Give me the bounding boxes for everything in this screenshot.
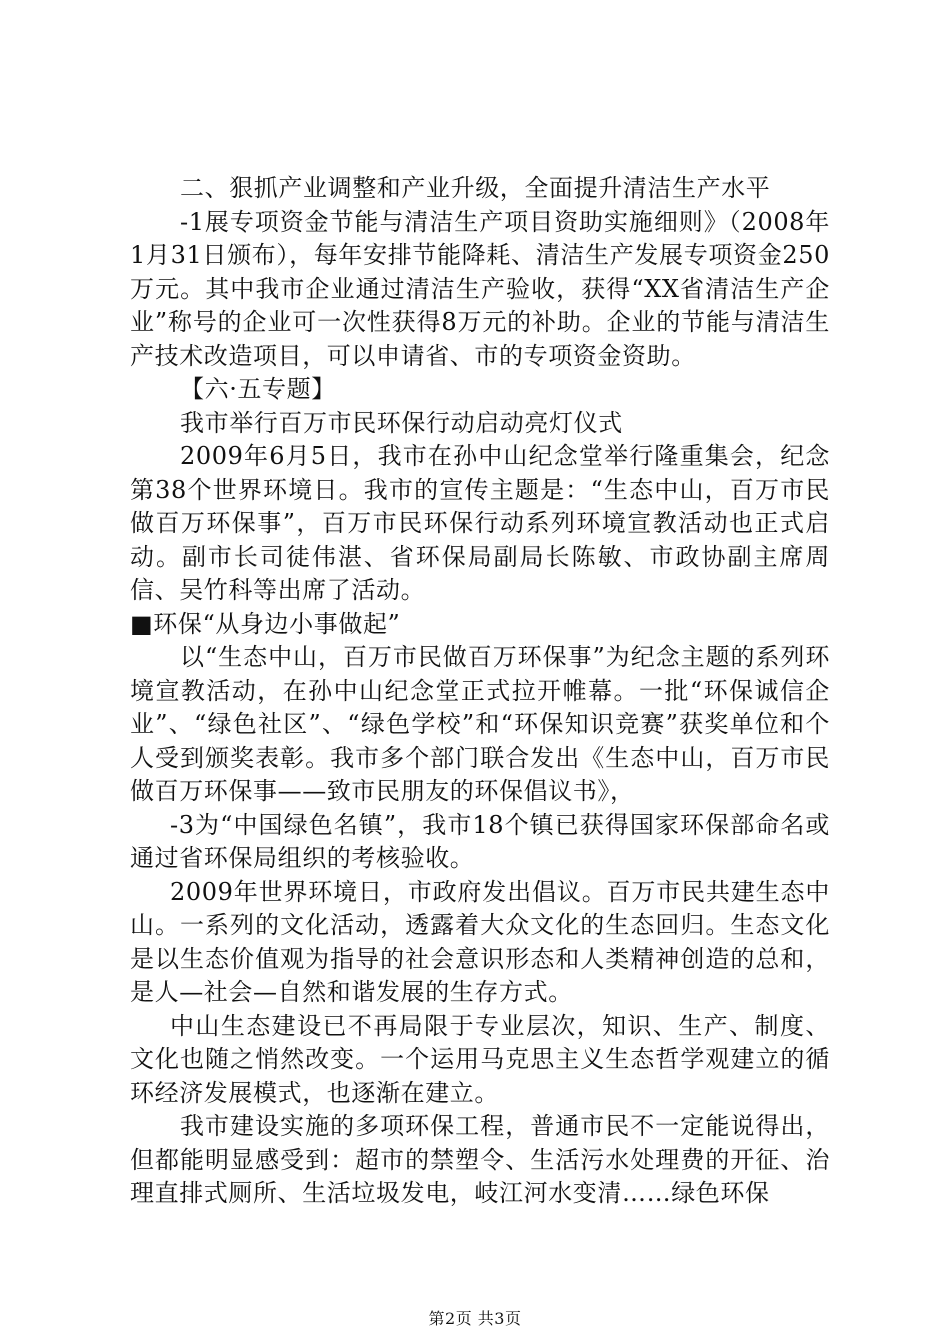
paragraph-activities: 以“生态中山，百万市民做百万环保事”为纪念主题的系列环境宣教活动，在孙中山纪念堂正式拉开帷幕。一批“环保诚信企业”、“绿色社区”、“绿色学校”和“环保知识竞赛”获奖单位和个人受到颁奖表彰。我市多个部门联合发出《生态中山，百万市民做百万环保事——致市民朋友的环保倡议书》， — [130, 643, 830, 805]
paragraph-green-towns: -3为“中国绿色名镇”，我市18个镇已获得国家环保部命名或通过省环保局组织的考核验收。 — [130, 810, 830, 872]
paragraph-projects: 我市建设实施的多项环保工程，普通市民不一定能说得出，但都能明显感受到：超市的禁塑令、生活污水处理费的开征、治理直排式厕所、生活垃圾发电，岐江河水变清……绿色环保 — [130, 1112, 830, 1207]
subheading-environmental: ■环保“从身边小事做起” — [130, 609, 401, 638]
page-footer: 第2页 共3页 — [428, 1309, 522, 1328]
document-body — [130, 172, 830, 1211]
paragraph-eco-construction: 中山生态建设已不再局限于专业层次，知识、生产、制度、文化也随之悄然改变。一个运用马克思主义生态哲学观建立的循环经济发展模式，也逐渐在建立。 — [130, 1011, 830, 1107]
paragraph-event: 2009年6月5日，我市在孙中山纪念堂举行隆重集会，纪念第38个世界环境日。我市的宣传主题是：“生态中山，百万市民做百万环保事”，百万市民环保行动系列环境宣教活动也正式启动。副市长司徒伟湛、省环保局副局长陈敏、市政协副主席周信、吴竹科等出席了活动。 — [130, 442, 830, 604]
article-title: 我市举行百万市民环保行动启动亮灯仪式 — [180, 408, 623, 437]
paragraph-environment-day: 2009年世界环境日，市政府发出倡议。百万市民共建生态中山。一系列的文化活动，透露着大众文化的生态回归。生态文化是以生态价值观为指导的社会意识形态和人类精神创造的总和，是人—社会—自然和谐发展的生存方式。 — [130, 877, 830, 1006]
paragraph-funding: -1展专项资金节能与清洁生产项目资助实施细则》（2008年1月31日颁布），每年安排节能降耗、清洁生产发展专项资金250万元。其中我市企业通过清洁生产验收，获得“XX省清洁生产企业”称号的企业可一次性获得8万元的补助。企业的节能与清洁生产技术改造项目，可以申请省、市的专项资金资助。 — [130, 207, 830, 370]
section-heading: 二、狠抓产业调整和产业升级，全面提升清洁生产水平 — [180, 174, 771, 202]
topic-label: 【六·五专题】 — [180, 375, 336, 403]
